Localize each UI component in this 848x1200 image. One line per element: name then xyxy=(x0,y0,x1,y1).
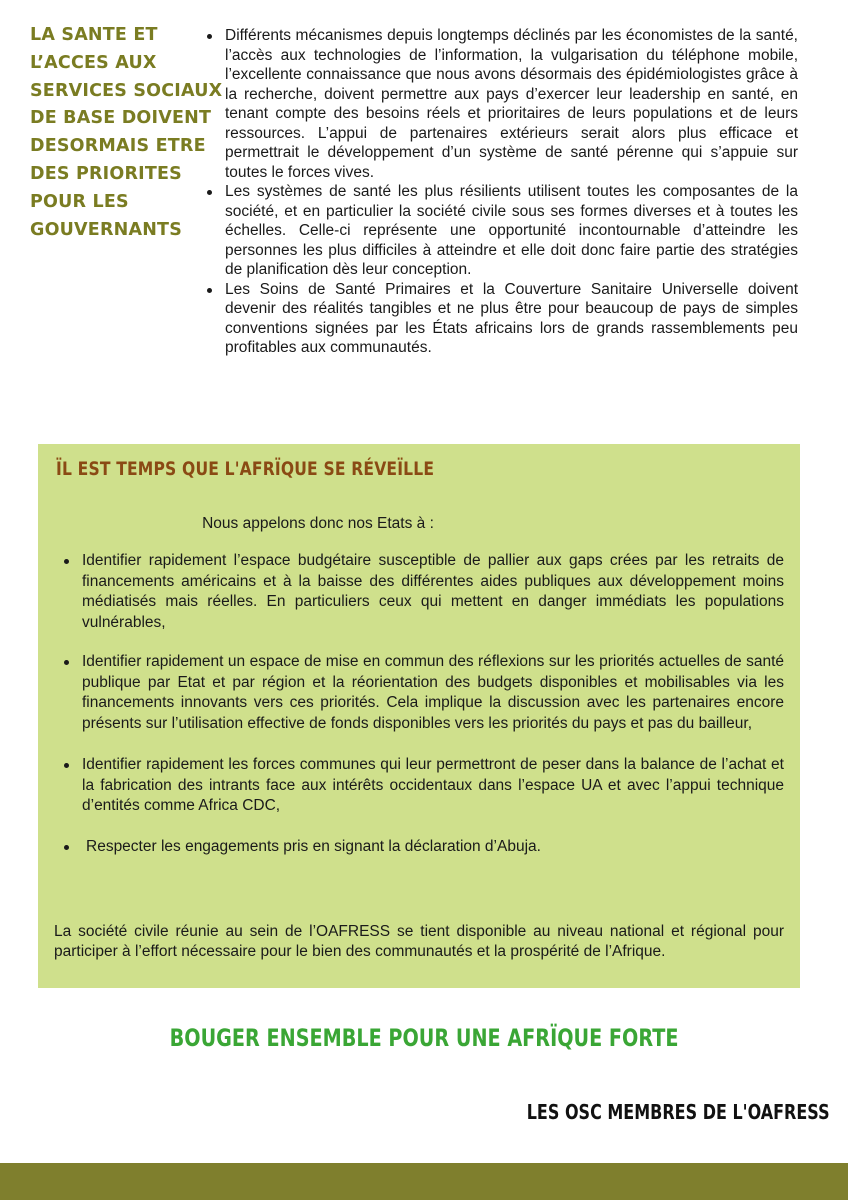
list-item: Les systèmes de santé les plus résilients utilisent toutes les composantes de la société, et en particulier la société civile sous ses formes diverses et à toutes les échelles. Celle-ci représente une opportunité incontournable d’atteindre les personnes les plus difficiles à atteindre et elle doit donc faire partie des stratégies de planification dès leur conception. xyxy=(205,182,798,280)
list-item: Respecter les engagements pris en signant la déclaration d’Abuja. xyxy=(64,837,784,858)
box-title: ÏL EST TEMPS QUE L'AFRÏQUE SE RÉVEÏLLE xyxy=(56,458,435,480)
bottom-band xyxy=(0,1163,848,1200)
box-bullet-list xyxy=(64,551,784,857)
signature: LES OSC MEMBRES DE L'OAFRESS xyxy=(527,1100,830,1124)
sidebar-heading-line: L’ACCES AUX xyxy=(30,52,157,73)
box-footer: La société civile réunie au sein de l’OAFRESS se tient disponible au niveau national et régional pour participer à l’effort nécessaire pour le bien des communautés et la prospérité de l’Afrique. xyxy=(54,923,784,960)
list-item: Identifier rapidement l’espace budgétaire susceptible de pallier aux gaps crées par les retraits de financements américains et à la baisse des différentes aides publiques aux développement moins médiatisés mais réelles. En particuliers ceux qui mettent en danger immédiats les populations vulnérables, xyxy=(64,551,784,633)
top-bullet-list xyxy=(205,26,798,358)
list-item: Différents mécanismes depuis longtemps déclinés par les économistes de la santé, l’accès aux technologies de l’information, la vulgarisation du téléphone mobile, l’excellente connaissance que nous avons désormais des épidémiologistes grâce à la recherche, doivent permettre aux pays d’exercer leur leadership en santé, en tenant compte des besoins réels et prioritaires de leurs populations et de leurs ressources. L’appui de partenaires extérieurs serait alors plus efficace et permettrait le développement d’un système de santé pérenne qui s’appuie sur toutes le forces vives. xyxy=(205,26,798,182)
list-item: Identifier rapidement les forces communes qui leur permettront de peser dans la balance de l’achat et la fabrication des intrants face aux intérêts occidentaux dans l’espace UA et avec l’appui technique d’entités comme Africa CDC, xyxy=(64,755,784,817)
list-item: Les Soins de Santé Primaires et la Couverture Sanitaire Universelle doivent devenir des réalités tangibles et ne plus être pour beaucoup de pays de simples conventions signées par les États africains lors de grands rassemblements peu profitables aux communautés. xyxy=(205,280,798,358)
sidebar-heading-line: DE BASE DOIVENT xyxy=(30,108,212,129)
list-item: Identifier rapidement un espace de mise en commun des réflexions sur les priorités actuelles de santé publique par Etat et par région et la réorientation des budgets disponibles et mobilisables via les financements innovants vers ces priorités. Cela implique la discussion avec les partenaires encore présents sur l’utilisation effective de fonds disponibles vers les priorités du pays et pas du bailleur, xyxy=(64,652,784,734)
call-to-action-box xyxy=(38,444,800,988)
box-intro: Nous appelons donc nos Etats à : xyxy=(202,515,434,532)
sidebar-heading-line: DES PRIORITES xyxy=(30,163,182,184)
slogan xyxy=(0,1024,848,1052)
sidebar-heading-line: GOUVERNANTS xyxy=(30,219,183,240)
sidebar-heading xyxy=(30,22,223,244)
sidebar-heading-line: SERVICES SOCIAUX xyxy=(30,80,223,101)
sidebar-heading-line: LA SANTE ET xyxy=(30,25,158,45)
slogan-text: BOUGER ENSEMBLE POUR UNE AFRÏQUE FORTE xyxy=(169,1024,679,1052)
sidebar-heading-line: DESORMAIS ETRE xyxy=(30,136,206,157)
sidebar-heading-line: POUR LES xyxy=(30,191,129,212)
